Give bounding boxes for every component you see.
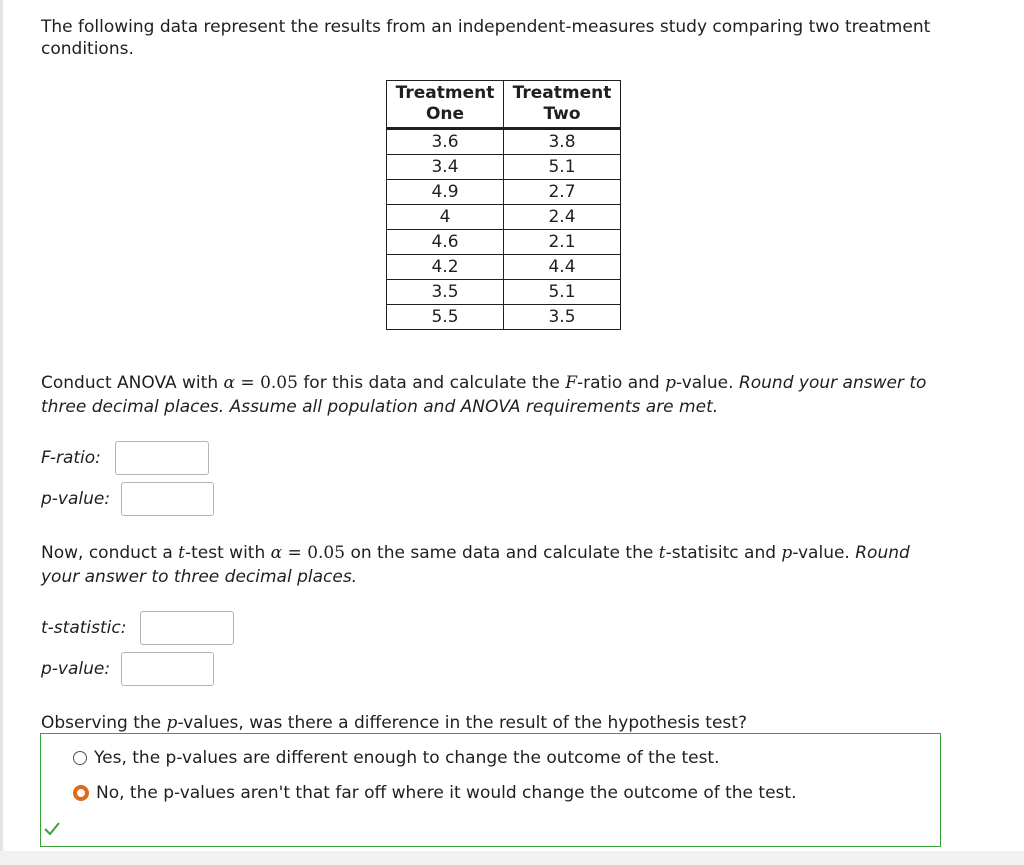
t-statistic-label: t-statistic: — [41, 618, 127, 638]
anova-text: -ratio and — [577, 373, 666, 393]
table-row — [387, 255, 621, 280]
table-row — [387, 280, 621, 305]
ttest-text: Now, conduct a — [41, 543, 179, 563]
checkmark-icon — [44, 822, 60, 836]
anova-text: -value. — [676, 373, 739, 393]
table-cell: 3.8 — [504, 129, 621, 155]
table-cell: 5.1 — [504, 155, 621, 180]
table-cell: 3.6 — [387, 129, 504, 155]
option-no-label[interactable]: No, the p-values aren't that far off where it would change the outcome of the test. — [96, 783, 797, 803]
radio-button-yes[interactable] — [73, 751, 87, 765]
equals-sign: = — [282, 543, 308, 563]
anova-text: Conduct ANOVA with — [41, 373, 224, 393]
table-cell: 4.9 — [387, 180, 504, 205]
table-cell: 2.1 — [504, 230, 621, 255]
table-cell: 4 — [387, 205, 504, 230]
table-cell: 5.1 — [504, 280, 621, 305]
table-cell: 3.5 — [504, 305, 621, 330]
anova-p-value-input[interactable] — [121, 482, 214, 516]
ttest-rounding-note: Round your answer to three decimal places. — [41, 543, 910, 587]
ttest-text: -statisitc and — [665, 543, 782, 563]
alpha-value: 0.05 — [260, 373, 298, 393]
table-row — [387, 205, 621, 230]
table-cell: 2.7 — [504, 180, 621, 205]
t-statistic-input[interactable] — [140, 611, 234, 645]
table-cell: 3.4 — [387, 155, 504, 180]
table-cell: 3.5 — [387, 280, 504, 305]
equals-sign: = — [235, 373, 261, 393]
ttest-text: -value. — [792, 543, 856, 563]
page-bottom-edge — [0, 851, 1024, 865]
option-yes-label[interactable]: Yes, the p-values are different enough to change the outcome of the test. — [94, 748, 720, 768]
t-symbol: t — [178, 543, 185, 563]
f-ratio-input[interactable] — [115, 441, 209, 475]
table-row — [387, 180, 621, 205]
ttest-text: on the same data and calculate the — [345, 543, 659, 563]
table-cell: 2.4 — [504, 205, 621, 230]
p-symbol: p — [781, 543, 793, 563]
hypothesis-question — [41, 712, 747, 734]
ttest-instructions — [41, 541, 941, 589]
anova-instructions — [41, 371, 941, 419]
ttest-p-value-label: p-value: — [41, 659, 111, 679]
alpha-symbol: α — [270, 543, 283, 563]
anova-text: for this data and calculate the — [297, 373, 566, 393]
radio-button-no-selected[interactable] — [73, 785, 89, 801]
question-text — [41, 713, 747, 734]
alpha-value: 0.05 — [307, 543, 346, 563]
alpha-symbol: α — [223, 373, 235, 393]
table-cell: 4.4 — [504, 255, 621, 280]
ttest-p-value-input[interactable] — [121, 652, 214, 686]
column-header-treatment-two: Treatment Two — [504, 81, 621, 129]
table-cell: 5.5 — [387, 305, 504, 330]
table-header-row — [387, 81, 621, 129]
table-row — [387, 129, 621, 155]
column-header-treatment-one: Treatment One — [387, 81, 504, 129]
intro-text: The following data represent the results from an independent-measures study comparing two treatment conditions. — [41, 17, 931, 59]
p-symbol: p — [665, 373, 677, 393]
data-table — [386, 80, 621, 330]
ttest-text: -test with — [185, 543, 271, 563]
table-row — [387, 155, 621, 180]
option-yes[interactable] — [73, 747, 720, 769]
t-symbol: t — [658, 543, 666, 563]
table-cell: 4.2 — [387, 255, 504, 280]
option-no[interactable] — [73, 782, 796, 804]
anova-p-value-label: p-value: — [41, 489, 111, 509]
f-ratio-label: F-ratio: — [41, 448, 101, 468]
table-row — [387, 230, 621, 255]
question-text-part: -values, was there a difference in the result of the hypothesis test? — [177, 713, 747, 733]
f-symbol: F — [565, 373, 577, 393]
page-left-edge — [0, 0, 3, 865]
question-text-part: Observing the — [41, 713, 167, 733]
table-cell: 4.6 — [387, 230, 504, 255]
p-symbol: p — [166, 713, 178, 733]
anova-rounding-note: Round your answer to three decimal places. Assume all population and ANOVA requirements are met. — [41, 373, 927, 417]
table-row — [387, 305, 621, 330]
